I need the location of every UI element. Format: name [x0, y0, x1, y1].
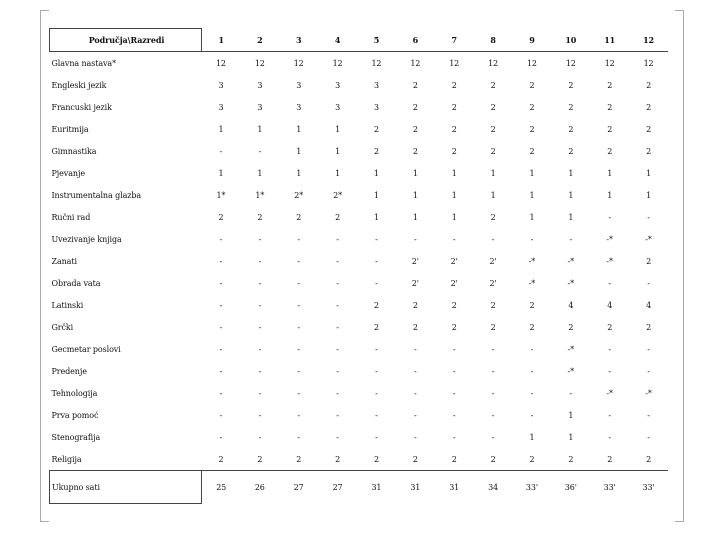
total-hours-cell: 33' — [590, 471, 629, 504]
hours-cell: - — [375, 344, 378, 354]
hours-cell: -* — [567, 278, 575, 288]
hours-cell: 2 — [412, 102, 418, 112]
hours-cell: - — [452, 388, 456, 398]
hours-cell: 2 — [490, 212, 496, 222]
hours-cell: 2 — [451, 146, 457, 156]
hours-cell: 1 — [568, 432, 574, 442]
hours-cell: 2' — [450, 256, 458, 266]
hours-cell: - — [608, 278, 611, 288]
hours-cell: - — [297, 278, 300, 288]
total-hours-cell: 34 — [474, 471, 513, 504]
hours-cell: 1* — [255, 190, 265, 200]
hours-cell: 1 — [607, 168, 613, 178]
hours-cell: - — [219, 344, 223, 354]
table-row — [50, 382, 669, 404]
hours-cell: 2 — [335, 454, 341, 464]
total-row — [50, 471, 669, 504]
total-hours-cell: 36' — [551, 471, 590, 504]
hours-cell: 2 — [568, 80, 574, 90]
hours-cell: 12 — [254, 58, 265, 68]
subject-label: Religija — [51, 454, 82, 464]
hours-cell: 1 — [218, 168, 224, 178]
table-row — [50, 52, 669, 75]
hours-cell: - — [414, 388, 417, 398]
hours-cell: 2 — [529, 80, 535, 90]
hours-cell: 3 — [257, 80, 263, 90]
hours-cell: 1 — [451, 168, 457, 178]
hours-cell: - — [414, 432, 417, 442]
hours-cell: 12 — [332, 58, 343, 68]
hours-cell: 1 — [607, 190, 613, 200]
hours-cell: 2 — [490, 300, 496, 310]
hours-cell: -* — [567, 366, 575, 376]
hours-cell: 2 — [335, 212, 341, 222]
hours-cell: - — [530, 388, 534, 398]
hours-cell: - — [297, 256, 300, 266]
hours-cell: - — [375, 278, 378, 288]
hours-cell: - — [219, 278, 223, 288]
hours-cell: 2 — [412, 454, 418, 464]
hours-cell: 1 — [646, 190, 652, 200]
hours-cell: - — [414, 366, 417, 376]
hours-cell: -* — [606, 388, 613, 398]
hours-cell: - — [647, 212, 650, 222]
hours-cell: 2' — [411, 256, 419, 266]
hours-cell: 1 — [373, 212, 379, 222]
grade-header-cell: 1 — [202, 29, 241, 52]
table-row — [50, 426, 669, 448]
hours-cell: - — [258, 366, 262, 376]
hours-cell: - — [647, 344, 650, 354]
hours-cell: - — [491, 432, 495, 442]
hours-cell: - — [375, 366, 378, 376]
hours-cell: 3 — [373, 80, 379, 90]
hours-cell: 2 — [412, 322, 418, 332]
grade-header-cell: 7 — [435, 29, 474, 52]
table-row — [50, 140, 669, 162]
hours-cell: 2' — [489, 256, 497, 266]
hours-cell: - — [258, 432, 262, 442]
subject-label: Ručni rad — [51, 212, 91, 222]
hours-cell: 1 — [335, 146, 341, 156]
hours-cell: 1 — [490, 168, 496, 178]
hours-cell: - — [414, 344, 417, 354]
total-hours-cell: 33' — [513, 471, 552, 504]
total-label: Ukupno sati — [50, 471, 202, 504]
hours-cell: - — [608, 212, 611, 222]
hours-cell: 2 — [412, 124, 418, 134]
table-row — [50, 272, 669, 294]
hours-cell: 2* — [333, 190, 342, 200]
hours-cell: - — [414, 234, 417, 244]
hours-cell: 12 — [604, 58, 615, 68]
table-row — [50, 294, 669, 316]
hours-cell: 2 — [490, 454, 496, 464]
hours-cell: - — [336, 322, 339, 332]
hours-cell: 1 — [568, 190, 574, 200]
hours-cell: - — [608, 410, 611, 420]
grade-header-cell: 9 — [513, 29, 552, 52]
hours-cell: 2 — [568, 102, 574, 112]
hours-cell: 12 — [526, 58, 537, 68]
hours-cell: 3 — [335, 102, 341, 112]
table-row — [50, 316, 669, 338]
hours-cell: 2 — [451, 322, 457, 332]
hours-cell: 2 — [568, 454, 574, 464]
table-row — [50, 184, 669, 206]
subject-label: Euritmija — [51, 124, 89, 134]
hours-cell: - — [491, 388, 495, 398]
hours-cell: 2 — [646, 124, 652, 134]
hours-cell: 3 — [218, 102, 224, 112]
hours-cell: 2 — [451, 454, 457, 464]
hours-cell: 1 — [451, 212, 457, 222]
hours-cell: - — [530, 344, 534, 354]
hours-cell: - — [608, 366, 611, 376]
hours-cell: - — [491, 234, 495, 244]
total-hours-cell: 27 — [318, 471, 357, 504]
total-hours-cell: 25 — [202, 471, 241, 504]
subject-label: Tehnologija — [51, 388, 98, 398]
hours-cell: - — [452, 234, 456, 244]
hours-cell: -* — [528, 278, 536, 288]
hours-cell: 2 — [646, 146, 652, 156]
total-hours-cell: 31 — [357, 471, 396, 504]
timetable-sheet — [49, 28, 668, 510]
hours-cell: 2 — [490, 102, 496, 112]
hours-cell: 1 — [296, 146, 302, 156]
table-row — [50, 162, 669, 184]
grade-header-cell: 12 — [629, 29, 668, 52]
hours-cell: 2 — [490, 146, 496, 156]
hours-cell: 2 — [529, 454, 535, 464]
hours-cell: 2 — [218, 212, 224, 222]
hours-cell: - — [219, 388, 223, 398]
grade-header-cell: 2 — [240, 29, 279, 52]
hours-cell: 2 — [607, 102, 613, 112]
hours-cell: - — [219, 300, 223, 310]
hours-cell: 2 — [373, 454, 379, 464]
hours-cell: 12 — [410, 58, 421, 68]
hours-cell: 12 — [371, 58, 382, 68]
subject-label: Pjevanje — [51, 168, 85, 178]
hours-cell: - — [258, 344, 262, 354]
hours-cell: 2 — [529, 300, 535, 310]
hours-cell: 1 — [451, 190, 457, 200]
hours-cell: 2 — [646, 256, 652, 266]
hours-cell: - — [569, 388, 573, 398]
hours-cell: - — [336, 256, 339, 266]
hours-cell: - — [219, 410, 223, 420]
hours-cell: - — [414, 410, 417, 420]
hours-cell: - — [530, 366, 534, 376]
hours-cell: - — [647, 278, 650, 288]
hours-cell: 1 — [490, 190, 496, 200]
hours-cell: - — [375, 410, 378, 420]
hours-cell: - — [219, 256, 223, 266]
hours-cell: -* — [528, 256, 536, 266]
table-row — [50, 338, 669, 360]
hours-cell: - — [647, 366, 650, 376]
hours-cell: 1 — [529, 212, 535, 222]
hours-cell: - — [297, 388, 300, 398]
hours-cell: 2' — [489, 278, 497, 288]
hours-cell: - — [375, 256, 378, 266]
subject-label: Instrumentalna glazba — [51, 190, 142, 200]
hours-cell: - — [491, 410, 495, 420]
table-row — [50, 118, 669, 140]
hours-cell: - — [297, 300, 300, 310]
hours-cell: 2 — [451, 124, 457, 134]
subject-label: Gimnastika — [51, 146, 97, 156]
hours-cell: 12 — [215, 58, 226, 68]
hours-cell: - — [297, 322, 300, 332]
hours-cell: 2 — [451, 102, 457, 112]
hours-cell: 2 — [568, 322, 574, 332]
table-row — [50, 228, 669, 250]
hours-cell: -* — [645, 234, 652, 244]
hours-cell: 1 — [257, 168, 263, 178]
hours-cell: 1 — [529, 432, 535, 442]
hours-cell: 2 — [607, 124, 613, 134]
hours-cell: 1 — [373, 190, 379, 200]
hours-cell: 2 — [373, 322, 379, 332]
hours-cell: 2 — [607, 80, 613, 90]
hours-cell: - — [647, 410, 650, 420]
hours-cell: 2 — [296, 454, 302, 464]
hours-cell: 3 — [296, 80, 302, 90]
hours-cell: - — [258, 300, 262, 310]
grade-header-cell: 6 — [396, 29, 435, 52]
hours-cell: 2 — [412, 146, 418, 156]
total-hours-cell: 31 — [435, 471, 474, 504]
hours-cell: 2 — [451, 300, 457, 310]
subject-label: Gecmetar poslovi — [51, 344, 121, 354]
table-row — [50, 360, 669, 382]
hours-cell: - — [258, 388, 262, 398]
hours-cell: - — [569, 234, 573, 244]
grade-header-cell: 5 — [357, 29, 396, 52]
hours-cell: 2 — [529, 124, 535, 134]
hours-cell: - — [219, 366, 223, 376]
hours-cell: 12 — [293, 58, 304, 68]
hours-cell: - — [336, 388, 339, 398]
hours-cell: - — [258, 278, 262, 288]
subject-label: Prva pomoć — [51, 410, 99, 420]
hours-cell: 2 — [218, 454, 224, 464]
total-hours-cell: 27 — [279, 471, 318, 504]
hours-cell: 1 — [568, 410, 574, 420]
right-bracket-decoration — [675, 10, 684, 522]
subject-label: Glavna nastava* — [51, 58, 117, 68]
hours-cell: - — [491, 366, 495, 376]
hours-cell: 2 — [607, 322, 613, 332]
hours-cell: 1 — [335, 124, 341, 134]
table-row — [50, 206, 669, 228]
table-row — [50, 404, 669, 426]
hours-cell: - — [219, 234, 223, 244]
hours-cell: 2 — [412, 300, 418, 310]
hours-cell: - — [336, 366, 339, 376]
grade-header-cell: 10 — [551, 29, 590, 52]
hours-cell: - — [608, 344, 611, 354]
hours-cell: 2 — [373, 146, 379, 156]
hours-cell: 1 — [412, 168, 418, 178]
hours-cell: -* — [645, 388, 652, 398]
hours-cell: 2 — [529, 102, 535, 112]
hours-cell: 2 — [490, 124, 496, 134]
hours-cell: 2 — [257, 454, 263, 464]
hours-cell: - — [258, 234, 262, 244]
hours-cell: - — [647, 432, 650, 442]
hours-cell: 1 — [568, 212, 574, 222]
grade-header-cell: 11 — [590, 29, 629, 52]
hours-cell: 2 — [529, 146, 535, 156]
hours-cell: 1 — [257, 124, 263, 134]
subject-label: Stenografija — [51, 432, 101, 442]
hours-cell: 1 — [335, 168, 341, 178]
hours-cell: 1 — [412, 190, 418, 200]
grade-header-cell: 4 — [318, 29, 357, 52]
grade-header-cell: 3 — [279, 29, 318, 52]
hours-cell: 2 — [490, 322, 496, 332]
grade-header-cell: 8 — [474, 29, 513, 52]
hours-cell: 12 — [643, 58, 654, 68]
table-row — [50, 96, 669, 118]
hours-cell: - — [258, 322, 262, 332]
hours-cell: 3 — [257, 102, 263, 112]
hours-cell: - — [219, 146, 223, 156]
hours-cell: - — [336, 300, 339, 310]
hours-cell: - — [452, 410, 456, 420]
subject-label: Obrada vata — [51, 278, 101, 288]
subject-label: Latinski — [51, 300, 84, 310]
total-hours-cell: 33' — [629, 471, 668, 504]
hours-cell: 1 — [218, 124, 224, 134]
hours-cell: - — [297, 410, 300, 420]
hours-cell: 2 — [296, 212, 302, 222]
subject-label: Engleski jezik — [51, 80, 107, 90]
hours-cell: 12 — [449, 58, 460, 68]
left-bracket-decoration — [40, 10, 49, 522]
hours-cell: -* — [567, 256, 575, 266]
hours-cell: - — [219, 322, 223, 332]
hours-cell: - — [258, 146, 262, 156]
subject-label: Francuski jezik — [51, 102, 112, 112]
hours-cell: 2 — [568, 146, 574, 156]
hours-cell: - — [297, 432, 300, 442]
hours-cell: 2' — [411, 278, 419, 288]
total-hours-cell: 26 — [240, 471, 279, 504]
hours-cell: - — [219, 432, 223, 442]
hours-cell: 12 — [488, 58, 499, 68]
hours-cell: 2' — [450, 278, 458, 288]
hours-cell: 2 — [490, 80, 496, 90]
hours-cell: 1 — [529, 190, 535, 200]
hours-cell: 4 — [607, 300, 613, 310]
hours-cell: 4 — [646, 300, 652, 310]
hours-cell: 2 — [607, 454, 613, 464]
curriculum-table — [49, 28, 668, 504]
total-hours-cell: 31 — [396, 471, 435, 504]
hours-cell: -* — [567, 344, 575, 354]
hours-cell: - — [336, 278, 339, 288]
hours-cell: - — [608, 432, 611, 442]
hours-cell: - — [530, 410, 534, 420]
hours-cell: - — [336, 410, 339, 420]
hours-cell: 3 — [296, 102, 302, 112]
hours-cell: 1 — [373, 168, 379, 178]
hours-cell: 1 — [296, 124, 302, 134]
hours-cell: - — [297, 234, 300, 244]
subject-label: Predenje — [51, 366, 87, 376]
hours-cell: 2 — [373, 124, 379, 134]
hours-cell: 2 — [646, 80, 652, 90]
table-body — [50, 52, 669, 504]
hours-cell: - — [336, 432, 339, 442]
hours-cell: 3 — [218, 80, 224, 90]
hours-cell: - — [258, 256, 262, 266]
hours-cell: - — [336, 344, 339, 354]
subject-label: Zanati — [51, 256, 77, 266]
table-row — [50, 448, 669, 471]
hours-cell: - — [375, 234, 378, 244]
hours-cell: 1 — [529, 168, 535, 178]
hours-cell: 3 — [373, 102, 379, 112]
hours-cell: 2* — [294, 190, 304, 200]
hours-cell: 2 — [373, 300, 379, 310]
hours-cell: - — [452, 432, 456, 442]
hours-cell: - — [258, 410, 262, 420]
hours-cell: 2 — [451, 80, 457, 90]
hours-cell: - — [297, 366, 300, 376]
hours-cell: - — [297, 344, 300, 354]
hours-cell: 2 — [412, 80, 418, 90]
hours-cell: - — [452, 344, 456, 354]
hours-cell: 1 — [412, 212, 418, 222]
table-header-row — [50, 29, 669, 52]
hours-cell: -* — [606, 256, 613, 266]
hours-cell: 3 — [335, 80, 341, 90]
subject-label: Grčki — [51, 322, 74, 332]
hours-cell: 2 — [529, 322, 535, 332]
hours-cell: - — [452, 366, 456, 376]
table-row — [50, 250, 669, 272]
hours-cell: - — [375, 432, 378, 442]
header-corner-cell: Područja\Razredi — [50, 29, 202, 52]
hours-cell: 2 — [646, 454, 652, 464]
hours-cell: 2 — [257, 212, 263, 222]
hours-cell: - — [530, 234, 534, 244]
hours-cell: 2 — [607, 146, 613, 156]
hours-cell: 2 — [646, 322, 652, 332]
hours-cell: 4 — [568, 300, 574, 310]
hours-cell: - — [491, 344, 495, 354]
hours-cell: 1* — [216, 190, 226, 200]
hours-cell: 2 — [568, 124, 574, 134]
hours-cell: - — [375, 388, 378, 398]
hours-cell: 1 — [646, 168, 652, 178]
subject-label: Uvezivanje knjiga — [51, 234, 122, 244]
hours-cell: - — [336, 234, 339, 244]
hours-cell: 2 — [646, 102, 652, 112]
hours-cell: 1 — [296, 168, 302, 178]
hours-cell: 12 — [565, 58, 576, 68]
hours-cell: -* — [606, 234, 613, 244]
hours-cell: 1 — [568, 168, 574, 178]
table-row — [50, 74, 669, 96]
